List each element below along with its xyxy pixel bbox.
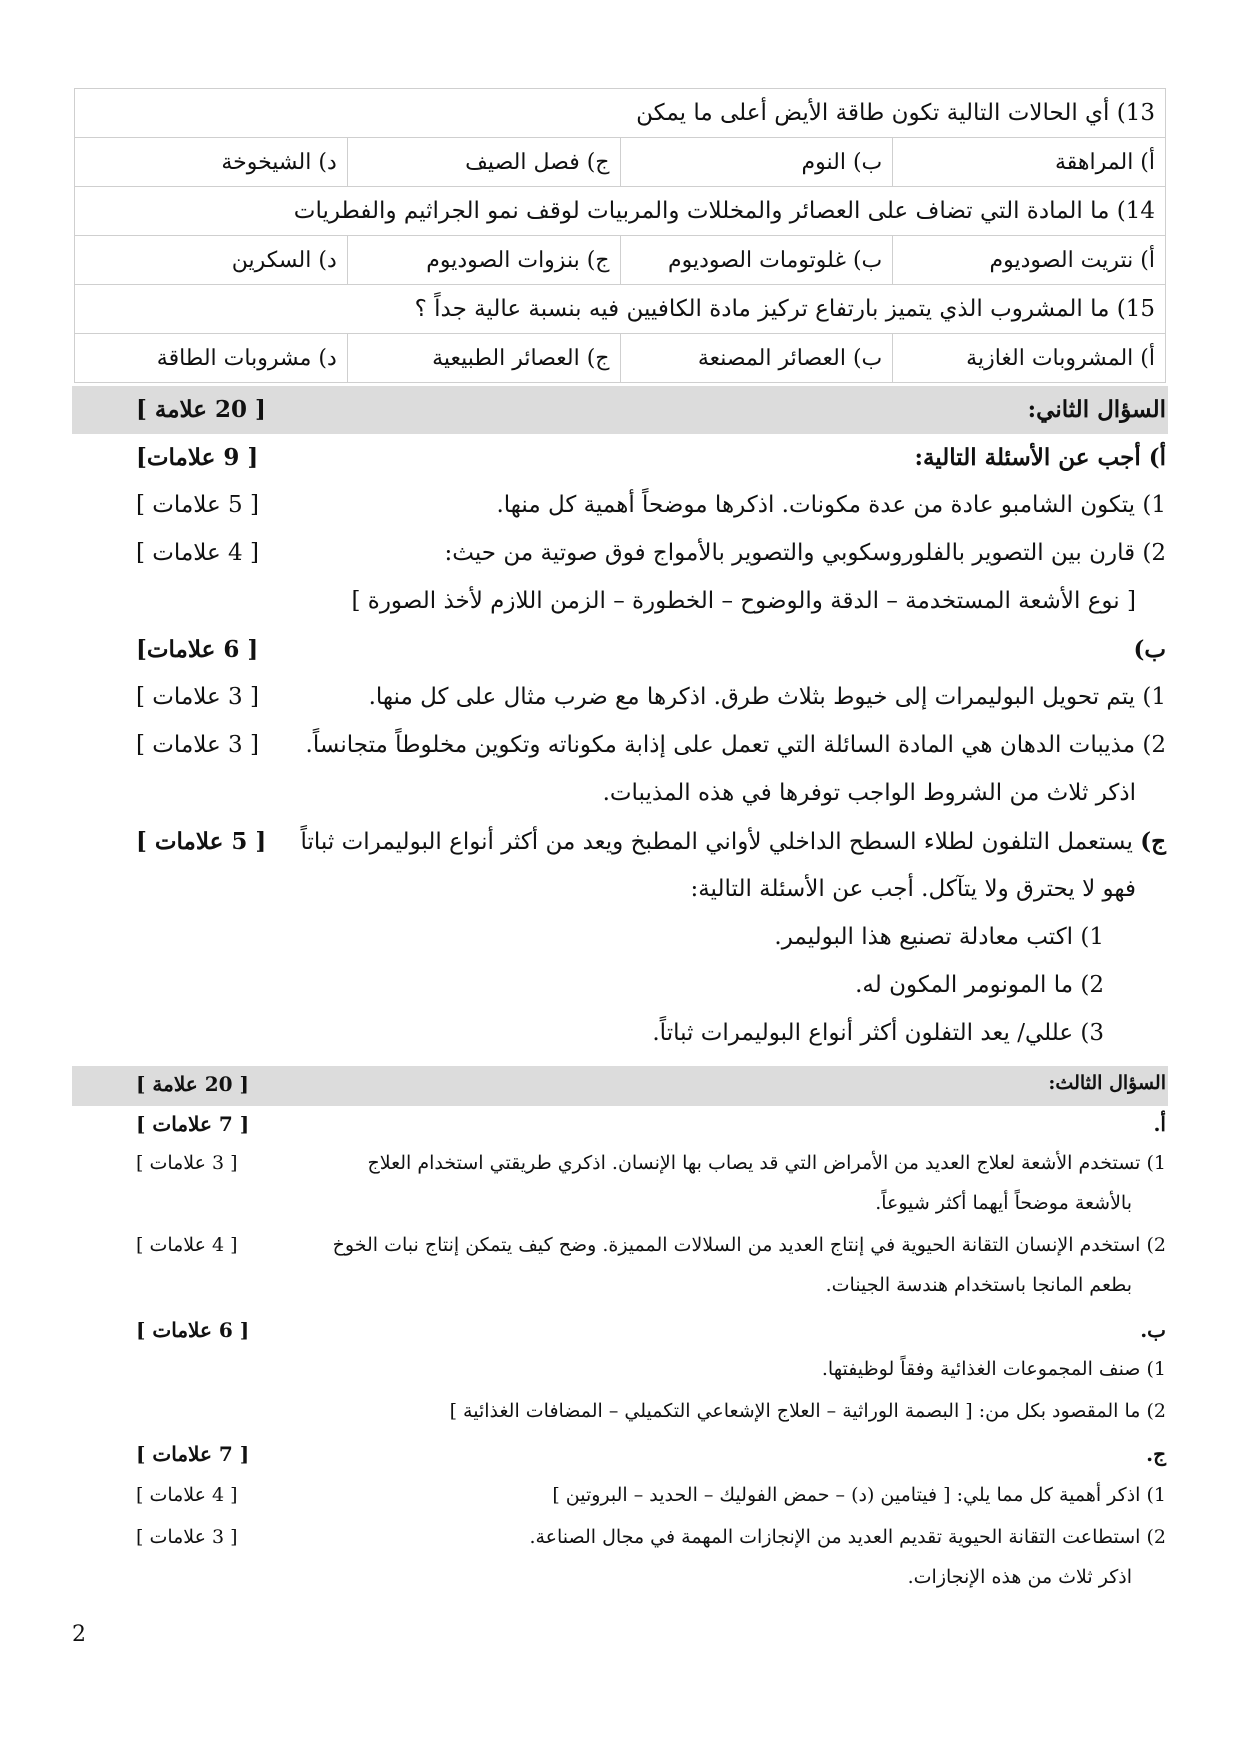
q2b-item-text: 1) يتم تحويل البوليمرات إلى خيوط بثلاث طرق. اذكرها مع ضرب مثال على كل منها.: [368, 684, 1166, 710]
q2a-marks: [ 9 علامات]: [136, 444, 259, 471]
mcq-option: د) مشروبات الطاقة: [75, 334, 348, 383]
mcq-option: أ) المراهقة: [893, 138, 1166, 187]
q3c-label: ج.: [1146, 1442, 1166, 1466]
q2a-item: [74, 492, 1166, 532]
mcq-option: ب) النوم: [620, 138, 893, 187]
mcq-option: ب) العصائر المصنعة: [620, 334, 893, 383]
q3c-header: [74, 1442, 1166, 1482]
q3a-header: [74, 1112, 1166, 1152]
q3a-item: [74, 1234, 1166, 1274]
q3a-label: أ.: [1153, 1112, 1166, 1136]
q2c-text2: فهو لا يحترق ولا يتآكل. أجب عن الأسئلة التالية:: [690, 876, 1136, 902]
q3c-item-text: 2) استطاعت التقانة الحيوية تقديم العديد من الإنجازات المهمة في مجال الصناعة.: [529, 1526, 1166, 1548]
q2-title: السؤال الثاني:: [1027, 396, 1166, 423]
q2a-item-text: 1) يتكون الشامبو عادة من عدة مكونات. اذكرها موضحاً أهمية كل منها.: [496, 492, 1166, 518]
mcq-option: أ) المشروبات الغازية: [893, 334, 1166, 383]
mcq-question-13: 13) أي الحالات التالية تكون طاقة الأيض أعلى ما يمكن: [75, 89, 1166, 138]
q3-marks: [ 20 علامة ]: [136, 1072, 249, 1096]
q2a-continuation: [ نوع الأشعة المستخدمة – الدقة والوضوح – الخطورة – الزمن اللازم لأخذ الصورة ]: [351, 588, 1136, 614]
mcq-option: ج) بنزوات الصوديوم: [347, 236, 620, 285]
q2a-item-text: 2) قارن بين التصوير بالفلوروسكوبي والتصوير بالأمواج فوق صوتية من حيث:: [444, 540, 1166, 566]
q3c-item-marks: [ 3 علامات ]: [136, 1526, 238, 1548]
q2c-text1: يستعمل التلفون لطلاء السطح الداخلي لأواني المطبخ ويعد من أكثر أنواع البوليمرات ثباتاً: [300, 829, 1133, 855]
q3b-label: ب.: [1140, 1318, 1166, 1342]
q2c-label: ج): [1140, 828, 1166, 855]
q2c-item: 2) ما المونومر المكون له.: [855, 972, 1104, 998]
mcq-options-row: [75, 334, 1166, 383]
mcq-question-row: [75, 89, 1166, 138]
q2b-marks: [ 6 علامات]: [136, 636, 259, 663]
q3a-item-cont: بطعم المانجا باستخدام هندسة الجينات.: [825, 1274, 1132, 1296]
mcq-question-row: [75, 187, 1166, 236]
q3a-item-cont-row: [74, 1274, 1166, 1314]
mcq-option: ب) غلوتومات الصوديوم: [620, 236, 893, 285]
q3a-item-text: 2) استخدم الإنسان التقانة الحيوية في إنتاج العديد من السلالات المميزة. وضح كيف يتمكن إنتاج نبات الخوخ: [332, 1234, 1166, 1256]
q3c-marks: [ 7 علامات ]: [136, 1442, 250, 1466]
q2b-label: ب): [1133, 636, 1166, 663]
q2a-continuation-row: [74, 588, 1166, 628]
q2c-text2-row: [74, 876, 1166, 916]
q2a-header: [74, 444, 1166, 484]
mcq-question-row: [75, 285, 1166, 334]
q2a-item-marks: [ 5 علامات ]: [136, 492, 259, 518]
q2a-item: [74, 540, 1166, 580]
mcq-question-15: 15) ما المشروب الذي يتميز بارتفاع تركيز مادة الكافيين فيه بنسبة عالية جداً ؟: [75, 285, 1166, 334]
q3a-item-marks: [ 3 علامات ]: [136, 1152, 238, 1174]
q2b-item: [74, 684, 1166, 724]
q2a-label: أ) أجب عن الأسئلة التالية:: [914, 444, 1166, 471]
mcq-option: ج) فصل الصيف: [347, 138, 620, 187]
q2b-continuation: اذكر ثلاث من الشروط الواجب توفرها في هذه المذيبات.: [602, 780, 1136, 806]
q2-marks: [ 20 علامة ]: [136, 396, 266, 423]
page-number: 2: [72, 1622, 86, 1647]
mcq-option: أ) نتريت الصوديوم: [893, 236, 1166, 285]
mcq-option: د) الشيخوخة: [75, 138, 348, 187]
mcq-options-row: [75, 236, 1166, 285]
q2b-item-text: 2) مذيبات الدهان هي المادة السائلة التي تعمل على إذابة مكوناته وتكوين مخلوطاً متجانساً.: [305, 732, 1166, 758]
q3c-item-text: 1) اذكر أهمية كل مما يلي: [ فيتامين (د) – حمض الفوليك – الحديد – البروتين ]: [552, 1484, 1166, 1506]
q3b-item-row: [74, 1400, 1166, 1440]
q3c-continuation-row: [74, 1566, 1166, 1606]
q3b-header: [74, 1318, 1166, 1358]
q2b-item-marks: [ 3 علامات ]: [136, 684, 259, 710]
q2c-item-row: [74, 972, 1166, 1012]
q2b-continuation-row: [74, 780, 1166, 820]
q3a-item: [74, 1152, 1166, 1192]
mcq-option: ج) العصائر الطبيعية: [347, 334, 620, 383]
q2c-marks: [ 5 علامات ]: [136, 828, 267, 855]
q2-header: [74, 396, 1166, 436]
q3-title: السؤال الثالث:: [1048, 1072, 1166, 1094]
q3a-item-marks: [ 4 علامات ]: [136, 1234, 238, 1256]
q2a-item-marks: [ 4 علامات ]: [136, 540, 259, 566]
q3a-marks: [ 7 علامات ]: [136, 1112, 250, 1136]
q3b-item: 1) صنف المجموعات الغذائية وفقاً لوظيفتها.: [821, 1358, 1166, 1380]
mcq-option: د) السكرين: [75, 236, 348, 285]
q2c-item-row: [74, 1020, 1166, 1060]
q3a-item-text: 1) تستخدم الأشعة لعلاج العديد من الأمراض التي قد يصاب بها الإنسان. اذكري طريقتي استخدام العلاج: [367, 1152, 1166, 1174]
mcq-options-row: [75, 138, 1166, 187]
q3c-item: [74, 1526, 1166, 1566]
q2b-header: [74, 636, 1166, 676]
q3b-item: 2) ما المقصود بكل من: [ البصمة الوراثية – العلاج الإشعاعي التكميلي – المضافات الغذائية ]: [449, 1400, 1166, 1422]
q3-header: [74, 1072, 1166, 1112]
mcq-question-14: 14) ما المادة التي تضاف على العصائر والمخللات والمربيات لوقف نمو الجراثيم والفطريات: [75, 187, 1166, 236]
q3b-item-row: [74, 1358, 1166, 1398]
q3b-marks: [ 6 علامات ]: [136, 1318, 250, 1342]
q2b-item-marks: [ 3 علامات ]: [136, 732, 259, 758]
q3a-item-cont-row: [74, 1192, 1166, 1232]
q2c-item: 1) اكتب معادلة تصنيع هذا البوليمر.: [774, 924, 1104, 950]
q2c-item: 3) عللي/ يعد التفلون أكثر أنواع البوليمرات ثباتاً.: [652, 1020, 1104, 1046]
mcq-table: [74, 88, 1166, 383]
q3c-item: [74, 1484, 1166, 1524]
q2c-line1: [301, 828, 1166, 855]
q3c-item-marks: [ 4 علامات ]: [136, 1484, 238, 1506]
q2b-item: [74, 732, 1166, 772]
q2c-header: [74, 828, 1166, 868]
q2c-item-row: [74, 924, 1166, 964]
q3c-continuation: اذكر ثلاث من هذه الإنجازات.: [907, 1566, 1132, 1588]
q3a-item-cont: بالأشعة موضحاً أيهما أكثر شيوعاً.: [875, 1192, 1132, 1214]
